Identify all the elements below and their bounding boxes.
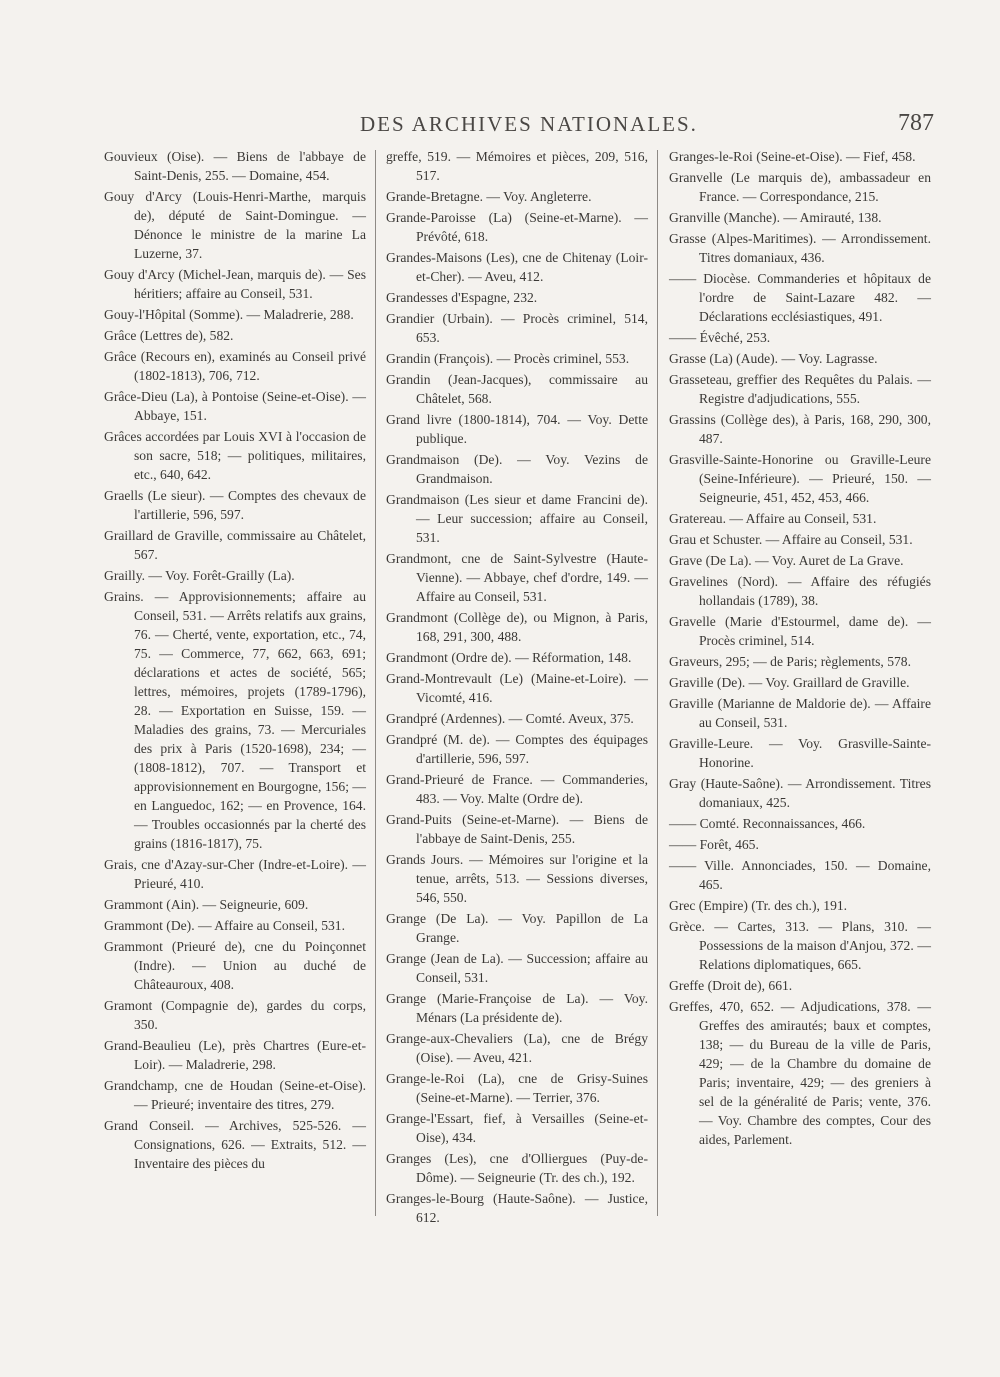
index-entry: Greffe (Droit de), 661. bbox=[669, 978, 793, 993]
index-entry: Granges (Les), cne d'Olliergues (Puy-de-Dôme). — Seigneurie (Tr. des ch.), 192. bbox=[386, 1151, 648, 1185]
index-entry: Graville (Marianne de Maldorie de). — Affaire au Conseil, 531. bbox=[669, 696, 931, 730]
index-entry: Grâce-Dieu (La), à Pontoise (Seine-et-Oise). — Abbaye, 151. bbox=[104, 389, 366, 423]
index-entry: Grassins (Collège des), à Paris, 168, 290, 300, 487. bbox=[669, 412, 931, 446]
index-entry: Grandes-Maisons (Les), cne de Chitenay (Loir-et-Cher). — Aveu, 412. bbox=[386, 250, 648, 284]
index-entry: Grange (Marie-Françoise de La). — Voy. Ménars (La présidente de). bbox=[386, 991, 648, 1025]
index-entry: Grand Conseil. — Archives, 525-526. — Consignations, 626. — Extraits, 512. — Inventaire des pièces du bbox=[104, 1118, 366, 1171]
index-entry: Grau et Schuster. — Affaire au Conseil, 531. bbox=[669, 532, 913, 547]
index-entry: Graells (Le sieur). — Comptes des chevaux de l'artillerie, 596, 597. bbox=[104, 488, 366, 522]
index-entry: Grasse (Alpes-Maritimes). — Arrondissement. Titres domaniaux, 436. bbox=[669, 231, 931, 265]
index-entry: Gouy-l'Hôpital (Somme). — Maladrerie, 288. bbox=[104, 307, 354, 322]
index-entry: Grandpré (Ardennes). — Comté. Aveux, 375. bbox=[386, 711, 634, 726]
index-column-right bbox=[669, 147, 931, 1151]
index-entry: Greffes, 470, 652. — Adjudications, 378. — Greffes des amirautés; baux et comptes, 138; — du Bureau de la ville de Paris, 429; — de la Chambre du domaine de Paris; inventaire, 429; — des greniers à sel de la généralité de Paris; vente, 376. — Voy. Chambre des comptes, Cour des aides, Parlement. bbox=[669, 999, 931, 1147]
index-entry: Grandpré (M. de). — Comptes des équipages d'artillerie, 596, 597. bbox=[386, 732, 648, 766]
index-entry: Grand-Beaulieu (Le), près Chartres (Eure-et-Loir). — Maladrerie, 298. bbox=[104, 1038, 366, 1072]
index-entry: Grandesses d'Espagne, 232. bbox=[386, 290, 538, 305]
index-entry: Grands Jours. — Mémoires sur l'origine et la tenue, arrêts, 513. — Sessions diverses, 546, 550. bbox=[386, 852, 648, 905]
column-divider bbox=[375, 150, 376, 1216]
index-entry: Grand livre (1800-1814), 704. — Voy. Dette publique. bbox=[386, 412, 648, 446]
index-entry: Grande-Bretagne. — Voy. Angleterre. bbox=[386, 189, 592, 204]
index-entry: Grâce (Lettres de), 582. bbox=[104, 328, 234, 343]
index-entry: Gramont (Compagnie de), gardes du corps, 350. bbox=[104, 998, 366, 1032]
index-entry: Grand-Montrevault (Le) (Maine-et-Loire). — Vicomté, 416. bbox=[386, 671, 648, 705]
index-entry: Grains. — Approvisionnements; affaire au Conseil, 531. — Arrêts relatifs aux grains, 76. — Cherté, vente, exportation, etc., 74, 75. — Commerce, 77, 662, 663, 691; déclarations et actes de société, 565; lettres, mémoires, projets (1789-1796), 28. — Exportation en Suisse, 159. — Maladies des grains, 73. — Mercuriales des prix à Paris (1520-1698), 234; — (1808-1812), 707. — Transport et approvisionnement en Bourgogne, 156; — en Languedoc, 162; — en Provence, 164. — Troubles occasionnés par la cherté des grains (1816-1817), 75. bbox=[104, 589, 366, 851]
index-entry: Grange-aux-Chevaliers (La), cne de Brégy (Oise). — Aveu, 421. bbox=[386, 1031, 648, 1065]
index-entry: Grèce. — Cartes, 313. — Plans, 310. — Possessions de la maison d'Anjou, 372. — Relations diplomatiques, 665. bbox=[669, 919, 931, 972]
index-entry: Granvelle (Le marquis de), ambassadeur en France. — Correspondance, 215. bbox=[669, 170, 931, 204]
index-entry: Gouy d'Arcy (Michel-Jean, marquis de). — Ses héritiers; affaire au Conseil, 531. bbox=[104, 267, 366, 301]
index-entry: Grande-Paroisse (La) (Seine-et-Marne). — Prévôté, 618. bbox=[386, 210, 648, 244]
index-entry: greffe, 519. — Mémoires et pièces, 209, 516, 517. bbox=[386, 149, 648, 183]
index-entry: Graveurs, 295; — de Paris; règlements, 578. bbox=[669, 654, 911, 669]
index-entry: Granges-le-Bourg (Haute-Saône). — Justice, 612. bbox=[386, 1191, 648, 1225]
index-column-middle bbox=[386, 147, 648, 1229]
index-entry: Grange-l'Essart, fief, à Versailles (Seine-et-Oise), 434. bbox=[386, 1111, 648, 1145]
index-entry: Grâce (Recours en), examinés au Conseil privé (1802-1813), 706, 712. bbox=[104, 349, 366, 383]
index-entry: Grand-Prieuré de France. — Commanderies, 483. — Voy. Malte (Ordre de). bbox=[386, 772, 648, 806]
index-entry: Grave (De La). — Voy. Auret de La Grave. bbox=[669, 553, 904, 568]
index-entry: Grandin (Jean-Jacques), commissaire au Châtelet, 568. bbox=[386, 372, 648, 406]
index-entry: Grandmont (Ordre de). — Réformation, 148. bbox=[386, 650, 632, 665]
index-entry: Grandmaison (De). — Voy. Vezins de Grandmaison. bbox=[386, 452, 648, 486]
index-entry: —— Diocèse. Commanderies et hôpitaux de l'ordre de Saint-Lazare 482. — Déclarations ecclésiastiques, 491. bbox=[669, 271, 931, 324]
index-entry: Gouvieux (Oise). — Biens de l'abbaye de Saint-Denis, 255. — Domaine, 454. bbox=[104, 149, 366, 183]
index-entry: Grange (De La). — Voy. Papillon de La Grange. bbox=[386, 911, 648, 945]
index-entry: Grandchamp, cne de Houdan (Seine-et-Oise). — Prieuré; inventaire des titres, 279. bbox=[104, 1078, 366, 1112]
index-entry: Grange-le-Roi (La), cne de Grisy-Suines (Seine-et-Marne). — Terrier, 376. bbox=[386, 1071, 648, 1105]
index-entry: Gravelle (Marie d'Estourmel, dame de). — Procès criminel, 514. bbox=[669, 614, 931, 648]
page-number: 787 bbox=[898, 110, 934, 136]
index-entry: —— Comté. Reconnaissances, 466. bbox=[669, 816, 866, 831]
column-divider bbox=[657, 150, 658, 1216]
index-entry: Grammont (Ain). — Seigneurie, 609. bbox=[104, 897, 309, 912]
index-entry: Grasse (La) (Aude). — Voy. Lagrasse. bbox=[669, 351, 878, 366]
index-entry: Gouy d'Arcy (Louis-Henri-Marthe, marquis de), député de Saint-Domingue. — Dénonce le ministre de la marine La Luzerne, 37. bbox=[104, 189, 366, 261]
index-entry: Grammont (Prieuré de), cne du Poinçonnet (Indre). — Union au duché de Châteauroux, 408. bbox=[104, 939, 366, 992]
index-entry: Gravelines (Nord). — Affaire des réfugiés hollandais (1789), 38. bbox=[669, 574, 931, 608]
index-entry: Grais, cne d'Azay-sur-Cher (Indre-et-Loire). — Prieuré, 410. bbox=[104, 857, 366, 891]
index-entry: Grange (Jean de La). — Succession; affaire au Conseil, 531. bbox=[386, 951, 648, 985]
index-entry: Graville (De). — Voy. Graillard de Graville. bbox=[669, 675, 910, 690]
index-entry: Grand-Puits (Seine-et-Marne). — Biens de l'abbaye de Saint-Denis, 255. bbox=[386, 812, 648, 846]
index-entry: Grandmont, cne de Saint-Sylvestre (Haute-Vienne). — Abbaye, chef d'ordre, 149. — Affaire au Conseil, 531. bbox=[386, 551, 648, 604]
index-entry: Graville-Leure. — Voy. Grasville-Sainte-Honorine. bbox=[669, 736, 931, 770]
running-header: DES ARCHIVES NATIONALES. bbox=[360, 112, 698, 136]
index-entry: Graillard de Graville, commissaire au Châtelet, 567. bbox=[104, 528, 366, 562]
index-entry: —— Forêt, 465. bbox=[669, 837, 759, 852]
index-entry: Grammont (De). — Affaire au Conseil, 531. bbox=[104, 918, 345, 933]
index-entry: Grasseteau, greffier des Requêtes du Palais. — Registre d'adjudications, 555. bbox=[669, 372, 931, 406]
index-entry: Grandmont (Collège de), ou Mignon, à Paris, 168, 291, 300, 488. bbox=[386, 610, 648, 644]
index-entry: Grandier (Urbain). — Procès criminel, 514, 653. bbox=[386, 311, 648, 345]
index-entry: Granville (Manche). — Amirauté, 138. bbox=[669, 210, 882, 225]
index-entry: Grec (Empire) (Tr. des ch.), 191. bbox=[669, 898, 848, 913]
index-entry: Grâces accordées par Louis XVI à l'occasion de son sacre, 518; — politiques, militaires, etc., 640, 642. bbox=[104, 429, 366, 482]
index-entry: Grandmaison (Les sieur et dame Francini de). — Leur succession; affaire au Conseil, 531. bbox=[386, 492, 648, 545]
index-entry: Grailly. — Voy. Forêt-Grailly (La). bbox=[104, 568, 295, 583]
index-entry: Gray (Haute-Saône). — Arrondissement. Titres domaniaux, 425. bbox=[669, 776, 931, 810]
index-entry: —— Évêché, 253. bbox=[669, 330, 771, 345]
index-entry: —— Ville. Annonciades, 150. — Domaine, 465. bbox=[669, 858, 931, 892]
index-column-left bbox=[104, 147, 366, 1175]
index-entry: Grandin (François). — Procès criminel, 553. bbox=[386, 351, 630, 366]
index-entry: Granges-le-Roi (Seine-et-Oise). — Fief, 458. bbox=[669, 149, 916, 164]
index-entry: Gratereau. — Affaire au Conseil, 531. bbox=[669, 511, 877, 526]
index-entry: Grasville-Sainte-Honorine ou Graville-Leure (Seine-Inférieure). — Prieuré, 150. — Seigneurie, 451, 452, 453, 466. bbox=[669, 452, 931, 505]
